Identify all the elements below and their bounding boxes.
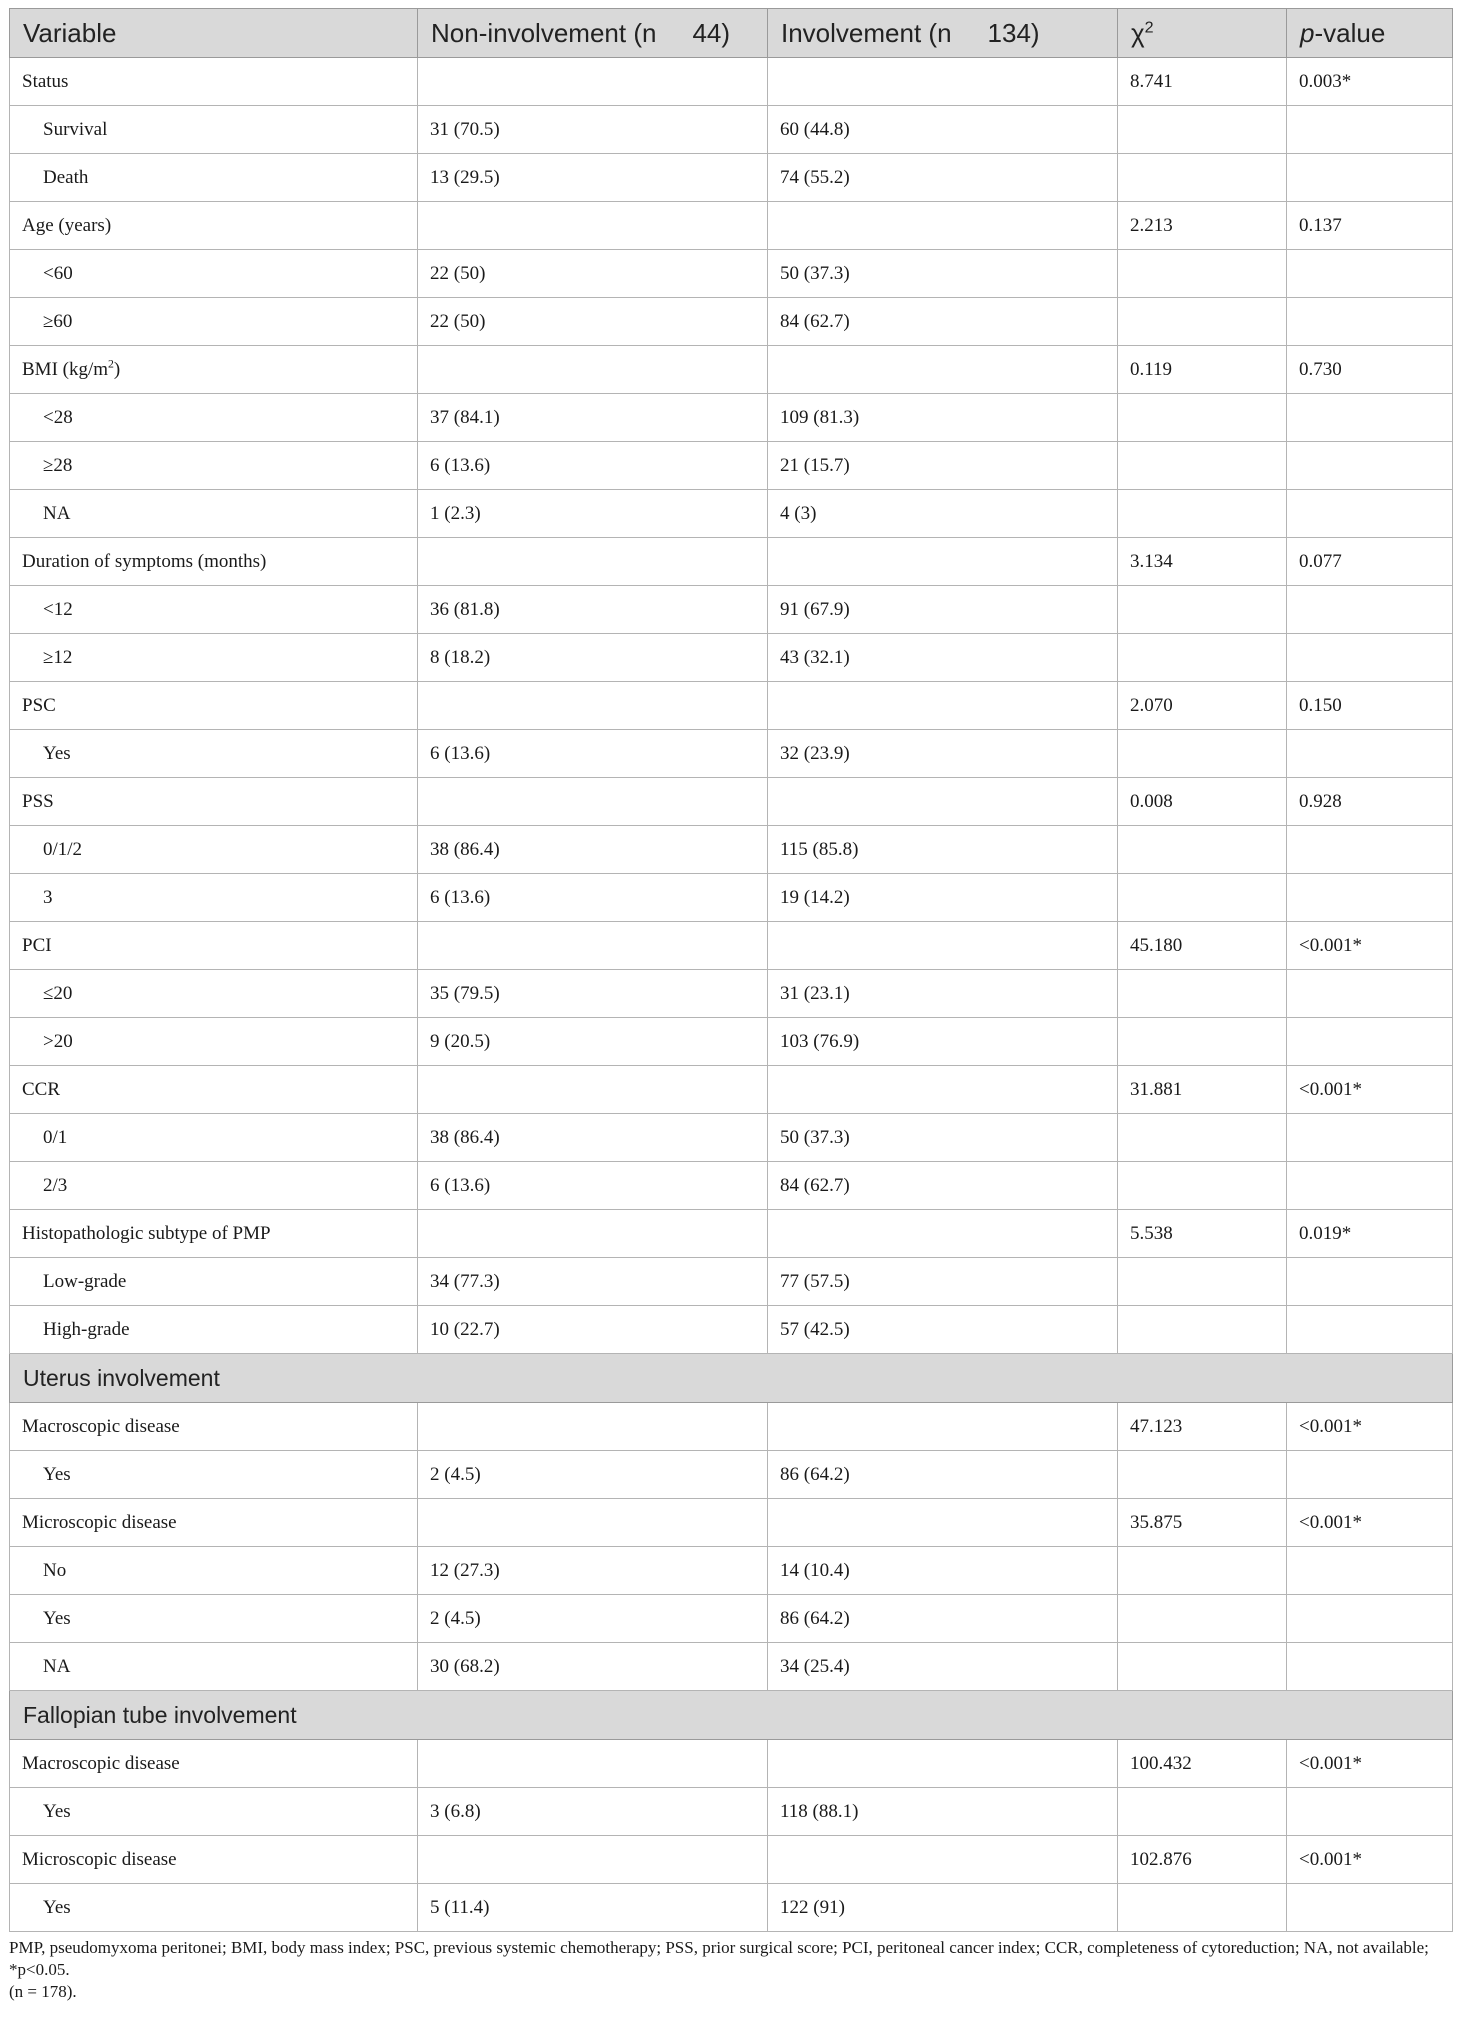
variable-label: Macroscopic disease bbox=[10, 1740, 418, 1788]
chi-square-value: 0.119 bbox=[1118, 346, 1287, 394]
p-value-cell bbox=[1287, 1306, 1453, 1354]
p-value-cell bbox=[1287, 1595, 1453, 1643]
non-involvement-count: 8 (18.2) bbox=[418, 634, 768, 682]
p-value-cell bbox=[1287, 394, 1453, 442]
p-value: 0.137 bbox=[1287, 202, 1453, 250]
chi-square-cell bbox=[1118, 490, 1287, 538]
category-row bbox=[10, 1258, 1453, 1306]
involvement-count: 74 (55.2) bbox=[768, 154, 1118, 202]
p-value-cell bbox=[1287, 442, 1453, 490]
section-header-row bbox=[10, 1354, 1453, 1403]
category-row bbox=[10, 394, 1453, 442]
category-row bbox=[10, 586, 1453, 634]
category-label: >20 bbox=[10, 1018, 418, 1066]
section-title: Uterus involvement bbox=[10, 1354, 1453, 1403]
chi-square-cell bbox=[1118, 730, 1287, 778]
chi-square-value: 2.213 bbox=[1118, 202, 1287, 250]
non-involvement-count: 13 (29.5) bbox=[418, 154, 768, 202]
p-value-cell bbox=[1287, 154, 1453, 202]
p-value: <0.001* bbox=[1287, 1836, 1453, 1884]
category-label: 2/3 bbox=[10, 1162, 418, 1210]
non-involvement-count: 12 (27.3) bbox=[418, 1547, 768, 1595]
category-row bbox=[10, 1018, 1453, 1066]
p-value-cell bbox=[1287, 490, 1453, 538]
p-value-cell bbox=[1287, 634, 1453, 682]
p-value: <0.001* bbox=[1287, 1403, 1453, 1451]
category-row bbox=[10, 874, 1453, 922]
involvement-count: 84 (62.7) bbox=[768, 298, 1118, 346]
category-label: 0/1/2 bbox=[10, 826, 418, 874]
involvement-count: 115 (85.8) bbox=[768, 826, 1118, 874]
category-row bbox=[10, 1306, 1453, 1354]
chi-square-cell bbox=[1118, 1451, 1287, 1499]
variable-label: BMI $(kg/m^2)$ bbox=[10, 346, 418, 394]
variable-label: Microscopic disease bbox=[10, 1499, 418, 1547]
involvement-count: 86 (64.2) bbox=[768, 1451, 1118, 1499]
chi-square-cell bbox=[1118, 1258, 1287, 1306]
involvement-count: 57 (42.5) bbox=[768, 1306, 1118, 1354]
category-label: Survival bbox=[10, 106, 418, 154]
non-involvement-count: 31 (70.5) bbox=[418, 106, 768, 154]
table-container bbox=[9, 8, 1452, 2003]
category-row bbox=[10, 1884, 1453, 1932]
involvement-count: 103 (76.9) bbox=[768, 1018, 1118, 1066]
category-label: Yes bbox=[10, 1595, 418, 1643]
non-involvement-cell bbox=[418, 58, 768, 106]
p-value: 0.019* bbox=[1287, 1210, 1453, 1258]
variable-row bbox=[10, 682, 1453, 730]
p-value: 0.150 bbox=[1287, 682, 1453, 730]
chi-square-cell bbox=[1118, 826, 1287, 874]
involvement-count: 21 (15.7) bbox=[768, 442, 1118, 490]
chi-square-cell bbox=[1118, 154, 1287, 202]
involvement-cell bbox=[768, 1210, 1118, 1258]
non-involvement-cell bbox=[418, 1403, 768, 1451]
table-body bbox=[10, 58, 1453, 1932]
variable-row bbox=[10, 1499, 1453, 1547]
chi-square-cell bbox=[1118, 586, 1287, 634]
category-row bbox=[10, 442, 1453, 490]
chi-square-value: 8.741 bbox=[1118, 58, 1287, 106]
category-row bbox=[10, 1788, 1453, 1836]
involvement-cell bbox=[768, 682, 1118, 730]
variable-row bbox=[10, 1740, 1453, 1788]
involvement-count: 60 (44.8) bbox=[768, 106, 1118, 154]
non-involvement-count: 6 (13.6) bbox=[418, 874, 768, 922]
p-value-cell bbox=[1287, 1018, 1453, 1066]
category-label: ≤20 bbox=[10, 970, 418, 1018]
category-row bbox=[10, 970, 1453, 1018]
header-chi-square: $\chi^2$ bbox=[1118, 9, 1287, 58]
chi-square-value: 100.432 bbox=[1118, 1740, 1287, 1788]
variable-label: Duration of symptoms (months) bbox=[10, 538, 418, 586]
p-value: 0.077 bbox=[1287, 538, 1453, 586]
variable-row bbox=[10, 1210, 1453, 1258]
variable-label: Macroscopic disease bbox=[10, 1403, 418, 1451]
chi-square-value: 31.881 bbox=[1118, 1066, 1287, 1114]
footnote-abbreviations: PMP, pseudomyxoma peritonei; BMI, body mass index; PSC, previous systemic chemotherapy; PSS, prior surgical score; PCI, peritoneal cancer index; CCR, completeness of cytoreduction; NA, not available; *p<0.05. bbox=[9, 1938, 1429, 1979]
non-involvement-cell bbox=[418, 1210, 768, 1258]
section-header-row bbox=[10, 1691, 1453, 1740]
variable-row bbox=[10, 922, 1453, 970]
category-label: <28 bbox=[10, 394, 418, 442]
data-table bbox=[9, 8, 1453, 1932]
non-involvement-count: 36 (81.8) bbox=[418, 586, 768, 634]
header-row bbox=[10, 9, 1453, 58]
category-label: NA bbox=[10, 490, 418, 538]
variable-label: Histopathologic subtype of PMP bbox=[10, 1210, 418, 1258]
p-value-cell bbox=[1287, 1258, 1453, 1306]
variable-label: PSC bbox=[10, 682, 418, 730]
chi-square-value: 102.876 bbox=[1118, 1836, 1287, 1884]
p-value: <0.001* bbox=[1287, 1740, 1453, 1788]
non-involvement-count: 22 (50) bbox=[418, 298, 768, 346]
chi-square-cell bbox=[1118, 1306, 1287, 1354]
non-involvement-cell bbox=[418, 1836, 768, 1884]
non-involvement-count: 6 (13.6) bbox=[418, 730, 768, 778]
involvement-count: 84 (62.7) bbox=[768, 1162, 1118, 1210]
chi-square-cell bbox=[1118, 1162, 1287, 1210]
involvement-count: 19 (14.2) bbox=[768, 874, 1118, 922]
chi-square-cell bbox=[1118, 106, 1287, 154]
chi-square-cell bbox=[1118, 634, 1287, 682]
table-footnote bbox=[9, 1937, 1452, 2003]
non-involvement-cell bbox=[418, 1499, 768, 1547]
p-value-cell bbox=[1287, 586, 1453, 634]
chi-square-value: 2.070 bbox=[1118, 682, 1287, 730]
involvement-count: 14 (10.4) bbox=[768, 1547, 1118, 1595]
non-involvement-cell bbox=[418, 346, 768, 394]
chi-square-cell bbox=[1118, 442, 1287, 490]
p-value-cell bbox=[1287, 1114, 1453, 1162]
p-value-cell bbox=[1287, 1162, 1453, 1210]
variable-row bbox=[10, 1403, 1453, 1451]
chi-square-cell bbox=[1118, 1018, 1287, 1066]
non-involvement-count: 22 (50) bbox=[418, 250, 768, 298]
category-row bbox=[10, 1547, 1453, 1595]
category-row bbox=[10, 298, 1453, 346]
p-value-cell bbox=[1287, 730, 1453, 778]
chi-square-cell bbox=[1118, 1884, 1287, 1932]
variable-row bbox=[10, 58, 1453, 106]
chi-square-value: 0.008 bbox=[1118, 778, 1287, 826]
p-value: 0.003* bbox=[1287, 58, 1453, 106]
non-involvement-cell bbox=[418, 682, 768, 730]
non-involvement-cell bbox=[418, 778, 768, 826]
variable-label: PSS bbox=[10, 778, 418, 826]
non-involvement-count: 38 (86.4) bbox=[418, 826, 768, 874]
involvement-count: 50 (37.3) bbox=[768, 250, 1118, 298]
category-row bbox=[10, 154, 1453, 202]
category-label: ≥60 bbox=[10, 298, 418, 346]
category-row bbox=[10, 1643, 1453, 1691]
p-value-cell bbox=[1287, 1547, 1453, 1595]
variable-label: PCI bbox=[10, 922, 418, 970]
category-row bbox=[10, 826, 1453, 874]
p-value-cell bbox=[1287, 970, 1453, 1018]
chi-square-cell bbox=[1118, 250, 1287, 298]
non-involvement-cell bbox=[418, 538, 768, 586]
category-label: High-grade bbox=[10, 1306, 418, 1354]
p-value: <0.001* bbox=[1287, 1499, 1453, 1547]
chi-square-value: 47.123 bbox=[1118, 1403, 1287, 1451]
category-label: ≥12 bbox=[10, 634, 418, 682]
category-row bbox=[10, 1595, 1453, 1643]
involvement-cell bbox=[768, 202, 1118, 250]
involvement-cell bbox=[768, 778, 1118, 826]
variable-label: CCR bbox=[10, 1066, 418, 1114]
category-row bbox=[10, 106, 1453, 154]
non-involvement-count: 1 (2.3) bbox=[418, 490, 768, 538]
footnote-sample-size: (n = 178). bbox=[9, 1982, 77, 2001]
variable-label: Age (years) bbox=[10, 202, 418, 250]
chi-square-cell bbox=[1118, 1547, 1287, 1595]
involvement-cell bbox=[768, 1499, 1118, 1547]
category-label: ≥28 bbox=[10, 442, 418, 490]
p-value-cell bbox=[1287, 826, 1453, 874]
involvement-cell bbox=[768, 538, 1118, 586]
involvement-cell bbox=[768, 1066, 1118, 1114]
category-row bbox=[10, 250, 1453, 298]
non-involvement-count: 2 (4.5) bbox=[418, 1451, 768, 1499]
non-involvement-count: 6 (13.6) bbox=[418, 442, 768, 490]
non-involvement-cell bbox=[418, 1740, 768, 1788]
category-row bbox=[10, 730, 1453, 778]
involvement-count: 34 (25.4) bbox=[768, 1643, 1118, 1691]
non-involvement-cell bbox=[418, 202, 768, 250]
chi-square-cell bbox=[1118, 394, 1287, 442]
p-value-cell bbox=[1287, 250, 1453, 298]
category-label: <60 bbox=[10, 250, 418, 298]
non-involvement-count: 10 (22.7) bbox=[418, 1306, 768, 1354]
p-value: 0.928 bbox=[1287, 778, 1453, 826]
chi-square-cell bbox=[1118, 1114, 1287, 1162]
category-row bbox=[10, 1162, 1453, 1210]
non-involvement-count: 3 (6.8) bbox=[418, 1788, 768, 1836]
category-label: <12 bbox=[10, 586, 418, 634]
involvement-cell bbox=[768, 1836, 1118, 1884]
chi-square-cell bbox=[1118, 298, 1287, 346]
category-label: 3 bbox=[10, 874, 418, 922]
non-involvement-count: 5 (11.4) bbox=[418, 1884, 768, 1932]
involvement-count: 43 (32.1) bbox=[768, 634, 1118, 682]
category-label: Death bbox=[10, 154, 418, 202]
category-label: Yes bbox=[10, 1451, 418, 1499]
chi-square-cell bbox=[1118, 1788, 1287, 1836]
involvement-count: 50 (37.3) bbox=[768, 1114, 1118, 1162]
p-value-cell bbox=[1287, 106, 1453, 154]
p-value-cell bbox=[1287, 874, 1453, 922]
non-involvement-count: 6 (13.6) bbox=[418, 1162, 768, 1210]
variable-row bbox=[10, 1836, 1453, 1884]
p-value: <0.001* bbox=[1287, 922, 1453, 970]
section-title: Fallopian tube involvement bbox=[10, 1691, 1453, 1740]
header-variable: Variable bbox=[10, 9, 418, 58]
non-involvement-cell bbox=[418, 922, 768, 970]
involvement-count: 118 (88.1) bbox=[768, 1788, 1118, 1836]
header-involvement: Involvement (n 134) bbox=[768, 9, 1118, 58]
chi-square-value: 3.134 bbox=[1118, 538, 1287, 586]
header-non-involvement: Non-involvement (n 44) bbox=[418, 9, 768, 58]
category-label: Yes bbox=[10, 730, 418, 778]
non-involvement-count: 34 (77.3) bbox=[418, 1258, 768, 1306]
variable-row bbox=[10, 1066, 1453, 1114]
p-value: <0.001* bbox=[1287, 1066, 1453, 1114]
chi-square-cell bbox=[1118, 1643, 1287, 1691]
chi-square-value: 45.180 bbox=[1118, 922, 1287, 970]
variable-row bbox=[10, 202, 1453, 250]
involvement-cell bbox=[768, 922, 1118, 970]
chi-square-cell bbox=[1118, 970, 1287, 1018]
variable-label: Status bbox=[10, 58, 418, 106]
involvement-count: 86 (64.2) bbox=[768, 1595, 1118, 1643]
category-label: NA bbox=[10, 1643, 418, 1691]
non-involvement-count: 35 (79.5) bbox=[418, 970, 768, 1018]
category-label: No bbox=[10, 1547, 418, 1595]
category-row bbox=[10, 1451, 1453, 1499]
p-value-cell bbox=[1287, 1643, 1453, 1691]
non-involvement-count: 9 (20.5) bbox=[418, 1018, 768, 1066]
category-row bbox=[10, 634, 1453, 682]
involvement-cell bbox=[768, 58, 1118, 106]
variable-row bbox=[10, 778, 1453, 826]
p-value: 0.730 bbox=[1287, 346, 1453, 394]
variable-row bbox=[10, 538, 1453, 586]
involvement-count: 32 (23.9) bbox=[768, 730, 1118, 778]
variable-label: Microscopic disease bbox=[10, 1836, 418, 1884]
involvement-cell bbox=[768, 1740, 1118, 1788]
involvement-count: 109 (81.3) bbox=[768, 394, 1118, 442]
non-involvement-cell bbox=[418, 1066, 768, 1114]
involvement-cell bbox=[768, 1403, 1118, 1451]
category-label: Low-grade bbox=[10, 1258, 418, 1306]
category-label: Yes bbox=[10, 1788, 418, 1836]
non-involvement-count: 38 (86.4) bbox=[418, 1114, 768, 1162]
non-involvement-count: 30 (68.2) bbox=[418, 1643, 768, 1691]
chi-square-value: 5.538 bbox=[1118, 1210, 1287, 1258]
category-row bbox=[10, 1114, 1453, 1162]
involvement-count: 77 (57.5) bbox=[768, 1258, 1118, 1306]
category-row bbox=[10, 490, 1453, 538]
involvement-cell bbox=[768, 346, 1118, 394]
involvement-count: 122 (91) bbox=[768, 1884, 1118, 1932]
chi-square-cell bbox=[1118, 874, 1287, 922]
involvement-count: 91 (67.9) bbox=[768, 586, 1118, 634]
header-p-value: p-value bbox=[1287, 9, 1453, 58]
involvement-count: 4 (3) bbox=[768, 490, 1118, 538]
p-value-cell bbox=[1287, 298, 1453, 346]
involvement-count: 31 (23.1) bbox=[768, 970, 1118, 1018]
chi-square-value: 35.875 bbox=[1118, 1499, 1287, 1547]
p-value-cell bbox=[1287, 1788, 1453, 1836]
category-label: Yes bbox=[10, 1884, 418, 1932]
p-value-cell bbox=[1287, 1884, 1453, 1932]
variable-row bbox=[10, 346, 1453, 394]
non-involvement-count: 2 (4.5) bbox=[418, 1595, 768, 1643]
category-label: 0/1 bbox=[10, 1114, 418, 1162]
p-value-cell bbox=[1287, 1451, 1453, 1499]
non-involvement-count: 37 (84.1) bbox=[418, 394, 768, 442]
chi-square-cell bbox=[1118, 1595, 1287, 1643]
